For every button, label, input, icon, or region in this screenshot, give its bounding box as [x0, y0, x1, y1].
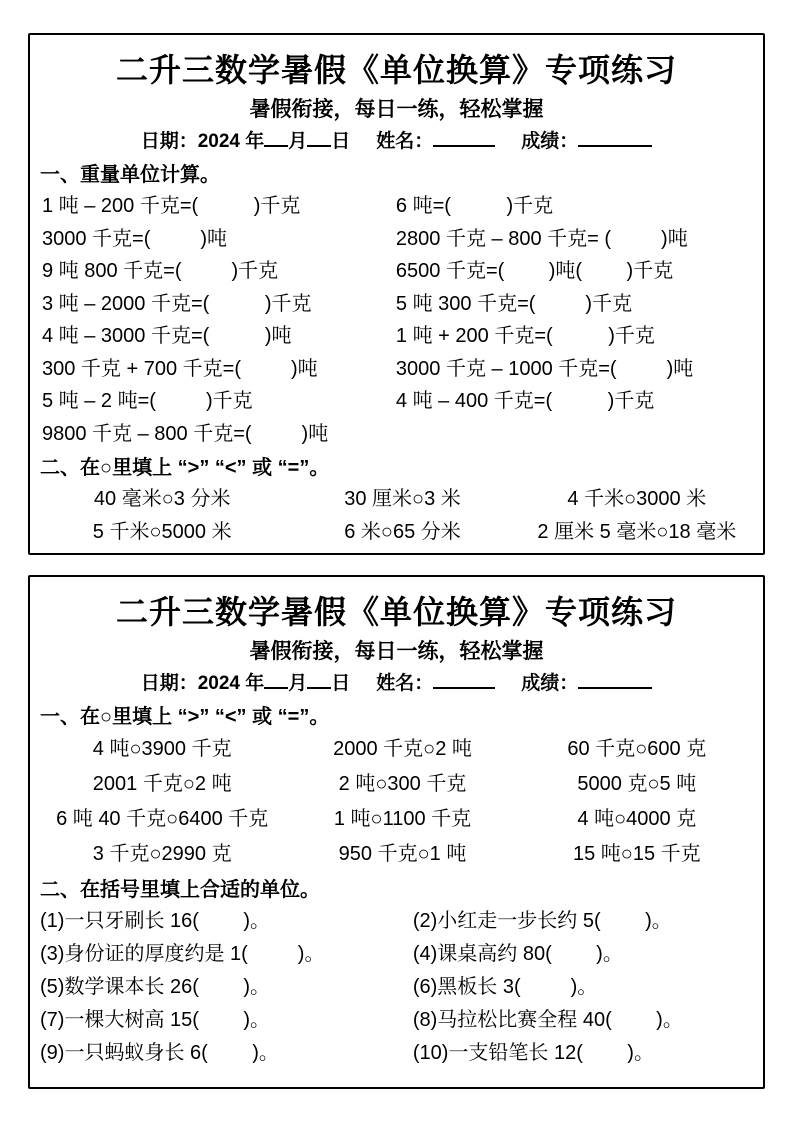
score-label: 成绩：	[521, 131, 579, 152]
comparison-item: 2 吨○300 千克	[338, 773, 467, 795]
comparison-item: 30 厘米○3 米	[344, 488, 461, 510]
comparison-item: 4 千米○3000 米	[567, 488, 707, 510]
day-blank	[307, 670, 331, 689]
unit-fill-grid	[36, 905, 757, 1070]
problem-item: 3000 千克=( )吨	[42, 227, 228, 250]
score-label: 成绩：	[521, 673, 579, 694]
name-blank	[433, 128, 495, 147]
section-2-heading: 二、在括号里填上合适的单位。	[40, 879, 320, 901]
worksheet-title: 二升三数学暑假《单位换算》专项练习	[115, 594, 677, 630]
unit-fill-item: (7)一棵大树高 15( )。	[40, 1009, 271, 1031]
worksheet-subtitle: 暑假衔接，每日一练，轻松掌握	[249, 640, 544, 663]
meta-line	[36, 669, 757, 699]
comparison-item: 15 吨○15 千克	[572, 843, 701, 865]
problem-item: 9800 千克 – 800 千克=( )吨	[42, 422, 329, 445]
problem-item: 300 千克 + 700 千克=( )吨	[42, 357, 318, 380]
problem-item: 3 吨 – 2000 千克=( )千克	[42, 292, 312, 315]
problem-item: 6 吨=( )千克	[395, 195, 554, 217]
unit-fill-item: (8)马拉松比赛全程 40( )。	[412, 1009, 683, 1031]
problem-item: 4 吨 – 3000 千克=( )吨	[42, 325, 292, 347]
problem-item: 9 吨 800 千克=( )千克	[42, 260, 279, 282]
problem-item: 4 吨 – 400 千克=( )千克	[395, 390, 655, 412]
weight-problems	[36, 190, 757, 450]
month-blank	[264, 670, 288, 689]
month-label: 月	[288, 673, 308, 694]
day-blank	[307, 128, 331, 147]
comparison-item: 950 千克○1 吨	[338, 843, 467, 865]
unit-fill-item: (10)一支铅笔长 12( )。	[412, 1042, 654, 1064]
comparison-item: 4 吨○4000 克	[577, 808, 697, 830]
problem-item: 1 吨 + 200 千克=( )千克	[395, 325, 655, 347]
problem-item: 1 吨 – 200 千克=( )千克	[42, 195, 301, 217]
unit-fill-item: (5)数学课本长 26( )。	[40, 976, 271, 998]
section-1-heading: 一、重量单位计算。	[40, 164, 220, 186]
comparison-item: 6 米○65 分米	[344, 521, 461, 543]
unit-fill-item: (2)小红走一步长约 5( )。	[412, 910, 672, 932]
date-label: 日期：2024 年	[140, 131, 265, 152]
month-blank	[264, 128, 288, 147]
unit-fill-item: (6)黑板长 3( )。	[412, 976, 598, 998]
section-1-heading: 一、在○里填上 “>” “<” 或 “=”。	[40, 706, 330, 728]
worksheet-2	[28, 575, 765, 1089]
comparison-item: 5 千米○5000 米	[92, 521, 232, 543]
worksheet-title: 二升三数学暑假《单位换算》专项练习	[115, 52, 677, 88]
comparison-grid	[36, 732, 757, 872]
comparison-grid	[36, 483, 757, 549]
score-blank	[578, 670, 652, 689]
comparison-item: 2000 千克○2 吨	[333, 738, 472, 760]
section-2-heading: 二、在○里填上 “>” “<” 或 “=”。	[40, 457, 330, 479]
name-label: 姓名：	[376, 131, 434, 152]
month-label: 月	[288, 131, 308, 152]
problem-item: 6500 千克=( )吨( )千克	[395, 260, 674, 282]
comparison-item: 40 毫米○3 分米	[93, 488, 231, 510]
comparison-item: 6 吨 40 千克○6400 千克	[56, 808, 269, 830]
comparison-item: 1 吨○1100 千克	[333, 808, 472, 830]
problem-item: 5 吨 – 2 吨=( )千克	[42, 390, 253, 412]
date-label: 日期：2024 年	[140, 673, 265, 694]
problem-item: 3000 千克 – 1000 千克=( )吨	[395, 357, 694, 380]
meta-line	[36, 127, 757, 157]
worksheet-1	[28, 33, 765, 555]
name-label: 姓名：	[376, 673, 434, 694]
unit-fill-item: (3)身份证的厚度约是 1( )。	[40, 943, 325, 965]
comparison-item: 5000 克○5 吨	[577, 773, 697, 795]
problem-item: 5 吨 300 千克=( )千克	[395, 292, 633, 315]
unit-fill-item: (4)课桌高约 80( )。	[412, 943, 623, 965]
comparison-item: 4 吨○3900 千克	[92, 738, 232, 760]
unit-fill-item: (9)一只蚂蚁身长 6( )。	[40, 1042, 279, 1064]
comparison-item: 2 厘米 5 毫米○18 毫米	[537, 521, 737, 543]
unit-fill-item: (1)一只牙刷长 16( )。	[40, 910, 271, 932]
comparison-item: 3 千克○2990 克	[92, 843, 232, 865]
name-blank	[433, 670, 495, 689]
comparison-item: 2001 千克○2 吨	[92, 773, 232, 795]
comparison-item: 60 千克○600 克	[567, 738, 707, 760]
problem-item: 2800 千克 – 800 千克= ( )吨	[395, 227, 688, 250]
problems-right-column	[396, 190, 757, 450]
day-label: 日	[331, 131, 351, 152]
worksheet-subtitle: 暑假衔接，每日一练，轻松掌握	[249, 98, 544, 121]
score-blank	[578, 128, 652, 147]
day-label: 日	[331, 673, 351, 694]
problems-left-column	[42, 190, 396, 450]
